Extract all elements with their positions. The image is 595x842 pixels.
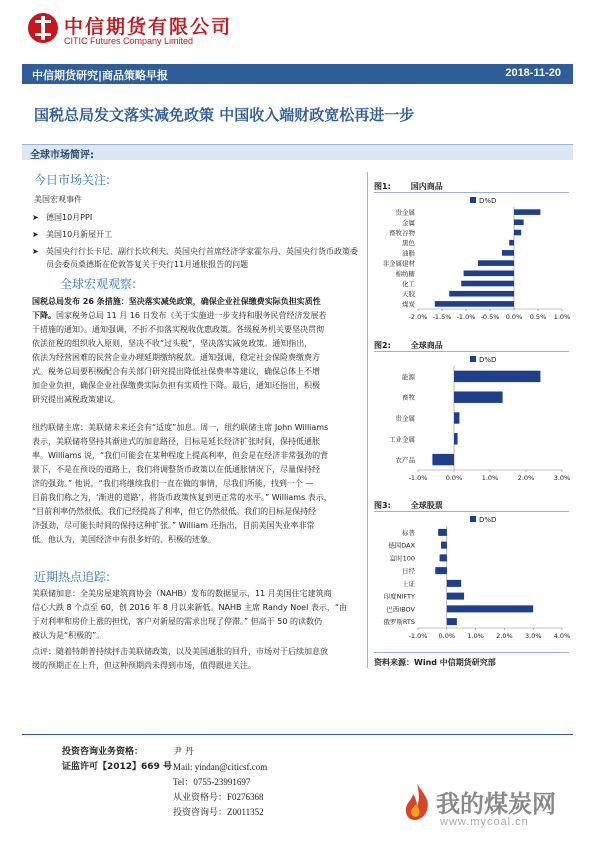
category-label: 非金属建材 <box>382 259 415 268</box>
category-label: 煤炭 <box>402 300 415 309</box>
arrow-icon: ➤ <box>32 247 39 256</box>
bar <box>447 618 457 625</box>
x-tick-label: -0.5% <box>480 313 500 321</box>
legend-label: D%D <box>479 516 497 524</box>
analyst-cert: 从业资格号：F0276368 <box>173 792 264 802</box>
bar <box>509 240 514 246</box>
category-label: 俄罗斯RTS <box>383 618 415 627</box>
category-label: 日经 <box>402 567 415 576</box>
hot-heading: 近期热点追踪: <box>34 570 111 584</box>
figure-2-title: 图2: 全球商品 <box>374 341 443 350</box>
arrow-icon: ➤ <box>32 230 39 239</box>
x-tick-label: 1.0% <box>553 313 570 321</box>
bar <box>454 433 458 444</box>
flame-logo <box>400 782 434 822</box>
legend-swatch <box>470 356 476 362</box>
category-label: 印度NIFTY <box>383 592 415 601</box>
section-band <box>22 144 573 160</box>
footer-rule <box>22 734 573 735</box>
bar <box>447 580 461 587</box>
category-label: 天胶 <box>402 290 415 299</box>
bar <box>441 542 447 549</box>
macro-events-label: 美国宏观事件 <box>34 195 82 204</box>
category-label: 油脂 <box>402 249 415 258</box>
bar <box>440 554 447 561</box>
bar <box>449 291 514 297</box>
company-name-cn: 中信期货有限公司 <box>64 16 233 38</box>
x-tick-label: -1.0% <box>408 474 428 482</box>
analyst-mail: Mail: yindan@citicsf.com <box>173 762 268 772</box>
bar <box>454 391 503 402</box>
bar <box>435 301 514 307</box>
category-label: 巴西IBOV <box>386 605 415 614</box>
category-label: 标普 <box>402 528 415 537</box>
category-label: 德国DAX <box>388 541 415 550</box>
report-band <box>22 64 573 84</box>
category-label: 贵金属 <box>395 414 415 423</box>
source-note: 资料来源：Wind 中信期货研究部 <box>374 658 496 667</box>
x-tick-label: 3.0% <box>553 474 570 482</box>
watermark-text: 我的煤炭网 <box>436 790 556 818</box>
x-tick-label: -1.0% <box>456 313 476 321</box>
category-label: 贵金属 <box>395 208 415 217</box>
category-label: 农产品 <box>395 456 415 465</box>
figure-3-chart <box>370 514 570 644</box>
x-tick-label: 3.0% <box>524 632 542 640</box>
para-comment: 点评：随着特朗普持续抨击美联储政策，以及美国通胀的回升，市场对于后续加息放 缓的预期正在上升，但这种预期尚未得到市场，值得跟进关注。 <box>32 647 328 670</box>
macro-heading: 全球宏观观察: <box>60 277 137 291</box>
watermark-url: www.mycoal.cn <box>440 816 529 828</box>
category-label: 畜牧谷物 <box>389 229 415 237</box>
x-tick-label: 1.0% <box>467 632 484 640</box>
x-tick-label: 1.0% <box>481 474 499 482</box>
legend-label: D%D <box>479 197 497 205</box>
event-item: ➤ 美国10月新屋开工 <box>32 230 113 239</box>
bar <box>447 605 533 612</box>
category-label: 棉纺糖 <box>395 269 415 278</box>
category-label: 富时100 <box>389 554 415 563</box>
bar <box>514 219 524 225</box>
legend-label: D%D <box>479 356 497 364</box>
report-series: 中信期货研究|商品策略早报 <box>32 69 169 82</box>
legend-swatch <box>470 197 476 203</box>
event-item: ➤ 英国央行行长卡尼、副行长坎利夫、英国央行首席经济学家霍尔丹、英国央行货币政策委员会委员桑德斯在伦敦答复关于央行11月通胀报告的问题 <box>32 247 358 269</box>
event-item: ➤ 德国10月PPI <box>32 213 93 222</box>
bar <box>454 371 540 382</box>
section-band-label: 全球市场简评: <box>30 150 94 161</box>
x-tick-label: 4.0% <box>553 632 570 640</box>
footer-license: 投资咨询业务资格： 证监许可【2012】669 号 <box>62 747 172 772</box>
analyst-name: 尹 丹 <box>173 747 194 757</box>
bar <box>447 593 464 600</box>
x-tick-label: 0.0% <box>505 313 523 321</box>
category-label: 畜牧 <box>402 393 415 402</box>
para-tax-policy: 国税总局发布 26 条措施：坚决落实减免政策，确保企业社保缴费实际负担实质性 下降。国家税务总局 11 月 16 日发布《关于实施进一步支持和服务民营经济发展若 干措施的通知》。通知强调，不折不扣落实税收优惠政策。各级税务机关要坚决贯彻 依法征税的组织收入原则，坚决不收“过头税”，坚决落实减免政策。通知指出， 依法为经营困难的民营企业办理延期缴纳税款。通知强调，稳定社会保险费缴费方 式。税务总局要积极配合有关部门研究提出降低社保费率等建议，确保总体上不增 加企业负担，确保企业社保缴费实际负担有实质性下降。最后，通知还指出，积极 研究提出减税政策建议。 <box>32 297 327 404</box>
x-tick-label: -1.0% <box>408 632 428 640</box>
bar <box>438 529 447 536</box>
category-label: 上证 <box>402 579 415 588</box>
bar <box>464 270 514 276</box>
bar <box>435 567 447 574</box>
footer-analyst <box>173 745 267 820</box>
category-label: 能源 <box>402 372 415 381</box>
bar <box>478 260 514 266</box>
bar <box>432 454 454 465</box>
analyst-cert: 投资咨询号：Z0011352 <box>173 807 264 817</box>
para-nahb: 美联储加息：全美房屋建筑商协会（NAHB）发布的数据显示，11 月美国住宅建筑商 信心大跌 8 个点至 60，创 2016 年 8 月以来新低。NAHB 主席 Randy Noel 表示，“由 于对利率和房价上涨的担忧，客户对新屋的需求出现了停滞。” 但高于 50 的读数仍 被认为是“积极的”。 <box>32 589 347 640</box>
category-label: 金属 <box>402 218 415 227</box>
figure-3-rule <box>374 511 569 512</box>
arrow-icon: ➤ <box>32 213 39 222</box>
figure-1-chart <box>370 195 570 325</box>
para-fed-williams: 纽约联储主席：美联储未来还会有“适度”加息。周一，纽约联储主席 John Williams 表示，美联储将坚持其渐进式的加息路径，目标是延长经济扩张时间，保持低通胀 率。Williams 说，“我们可能会在某种程度上提高利率，但会是在经济非常强劲的背 景下，不是在预设的道路上，我们将调整货币政策以在低通胀情况下，尽量保持经 济的强劲。” 他说，“我们将继续我们一直在做的事情，尽我们所能，找到一个 — 目前我们称之为，‘渐进的道路’，将货币政策恢复到更正常的水平。” Williams 表示， “目前利率仍然很低。我们已经提高了利率，但它仍然很低。我们的目标是保持经 济强劲，尽可能长时间的保持这种扩张。” William 还指出，目前美国失业率非常 低。他认为，美国经济中有很多好的、积极的迹象。 <box>32 423 332 544</box>
category-label: 化工 <box>402 280 415 288</box>
report-title: 国税总局发文落实减免政策 中国收入端财政宽松再进一步 <box>34 106 415 124</box>
bar <box>514 209 540 215</box>
x-tick-label: -1.5% <box>432 313 452 321</box>
x-tick-label: 2.0% <box>496 632 513 640</box>
figure-2-rule <box>374 351 569 352</box>
column-divider <box>367 172 368 668</box>
figure-2-chart <box>370 354 570 486</box>
today-heading: 今日市场关注: <box>34 173 111 187</box>
company-name-en: CITIC Futures Company Limited <box>64 36 194 46</box>
figure-1-rule <box>374 192 569 193</box>
report-date: 2018-11-20 <box>505 67 561 79</box>
x-tick-label: 0.0% <box>445 474 463 482</box>
bar <box>502 250 514 256</box>
x-tick-label: 0.5% <box>529 313 547 321</box>
figure-1-title: 图1: 国内商品 <box>374 182 443 191</box>
category-label: 黑色 <box>402 239 415 248</box>
company-logo <box>28 13 58 43</box>
bar <box>454 412 459 423</box>
x-tick-label: -2.0% <box>408 313 428 321</box>
source-rule <box>374 652 569 653</box>
bar <box>514 230 521 236</box>
legend-swatch <box>470 516 476 522</box>
x-tick-label: 2.0% <box>517 474 535 482</box>
bar <box>461 281 514 287</box>
analyst-phone: Tel：0755-23991697 <box>173 777 251 787</box>
category-label: 工业金属 <box>389 435 415 444</box>
figure-3-title: 图3: 全球股票 <box>374 501 443 510</box>
x-tick-label: 0.0% <box>438 632 456 640</box>
